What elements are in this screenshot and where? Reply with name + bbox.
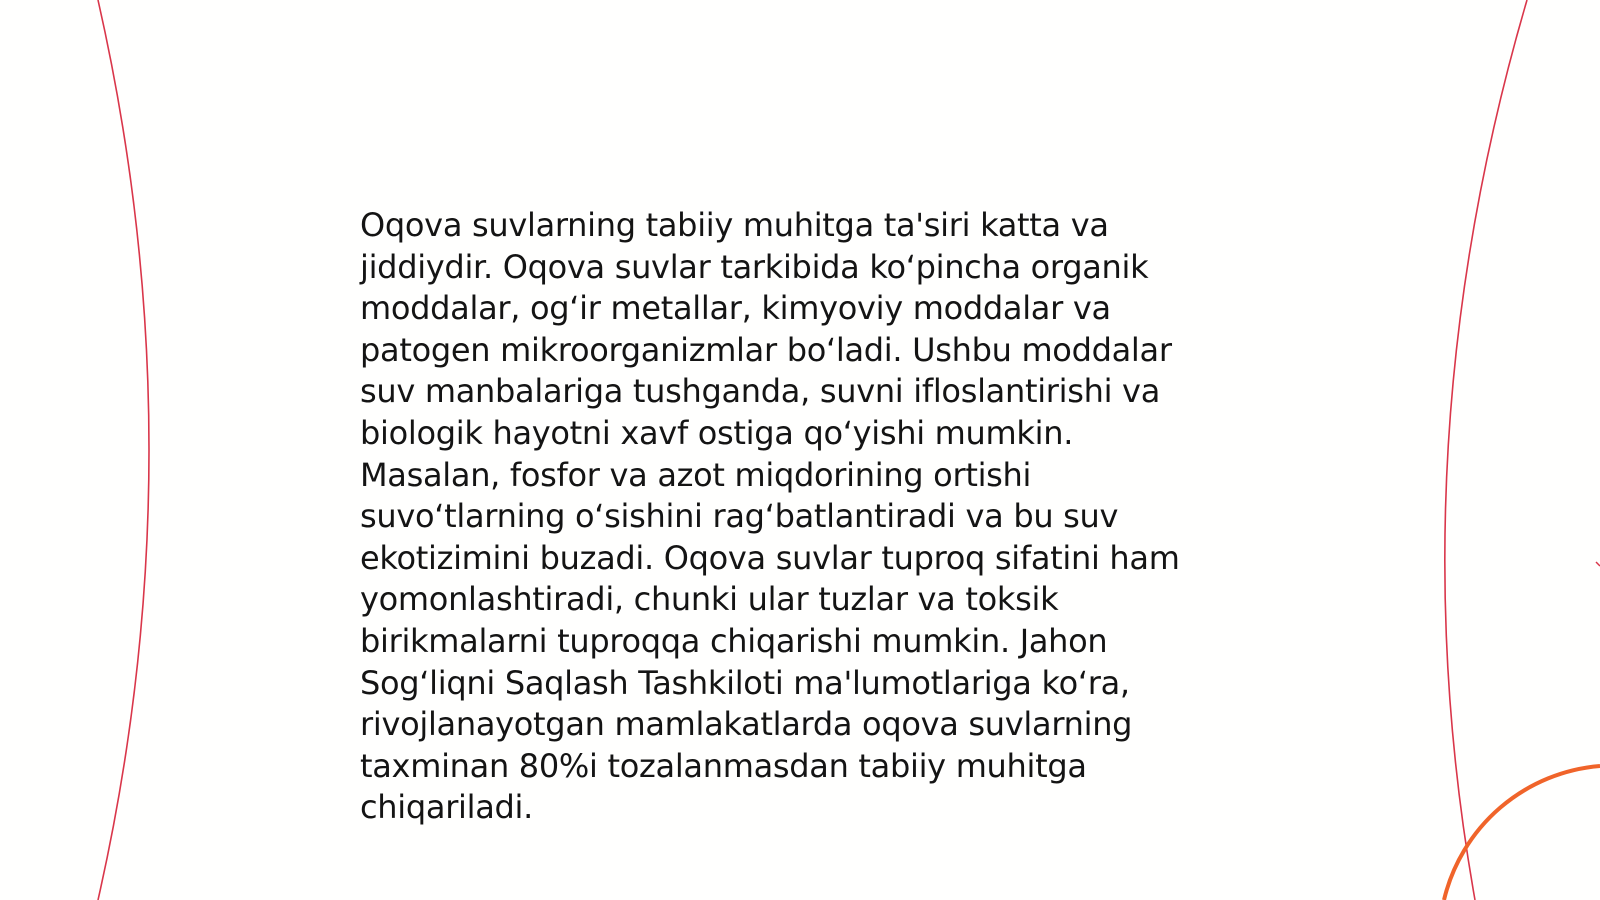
paragraph-line: rivojlanayotgan mamlakatlarda oqova suvlarning	[360, 705, 1133, 744]
left-arc	[98, 0, 149, 900]
paragraph-line: patogen mikroorganizmlar bo‘ladi. Ushbu moddalar	[360, 330, 1172, 369]
paragraph-line: suvo‘tlarning o‘sishini rag‘batlantiradi va bu suv	[360, 497, 1119, 536]
paragraph-line: Oqova suvlarning tabiiy muhitga ta'siri katta va	[360, 206, 1109, 244]
paragraph-line: moddalar, og‘ir metallar, kimyoviy moddalar va	[360, 289, 1111, 328]
paragraph-line: suv manbalariga tushganda, suvni ifloslantirishi va	[360, 372, 1160, 411]
paragraph-line: biologik hayotni xavf ostiga qo‘yishi mumkin.	[360, 413, 1074, 452]
paragraph-line: Masalan, fosfor va azot miqdorining ortishi	[360, 455, 1032, 494]
body-paragraph	[360, 205, 1220, 829]
paragraph-line: birikmalarni tuproqqa chiqarishi mumkin. Jahon	[360, 621, 1108, 660]
paragraph-line: ekotizimini buzadi. Oqova suvlar tuproq sifatini ham	[360, 538, 1180, 577]
paragraph-line: taxminan 80%i tozalanmasdan tabiiy muhitga	[360, 746, 1087, 785]
paragraph-line: chiqariladi.	[360, 788, 534, 827]
paragraph-line: Sog‘liqni Saqlash Tashkiloti ma'lumotlariga ko‘ra,	[360, 663, 1130, 702]
paragraph-line: jiddiydir. Oqova suvlar tarkibida ko‘pincha organik	[360, 247, 1149, 286]
paragraph-line: yomonlashtiradi, chunki ular tuzlar va toksik	[360, 580, 1059, 619]
right-arc	[1445, 0, 1527, 900]
orange-circle-arc	[1444, 766, 1600, 900]
small-tick-mark	[1596, 562, 1600, 566]
